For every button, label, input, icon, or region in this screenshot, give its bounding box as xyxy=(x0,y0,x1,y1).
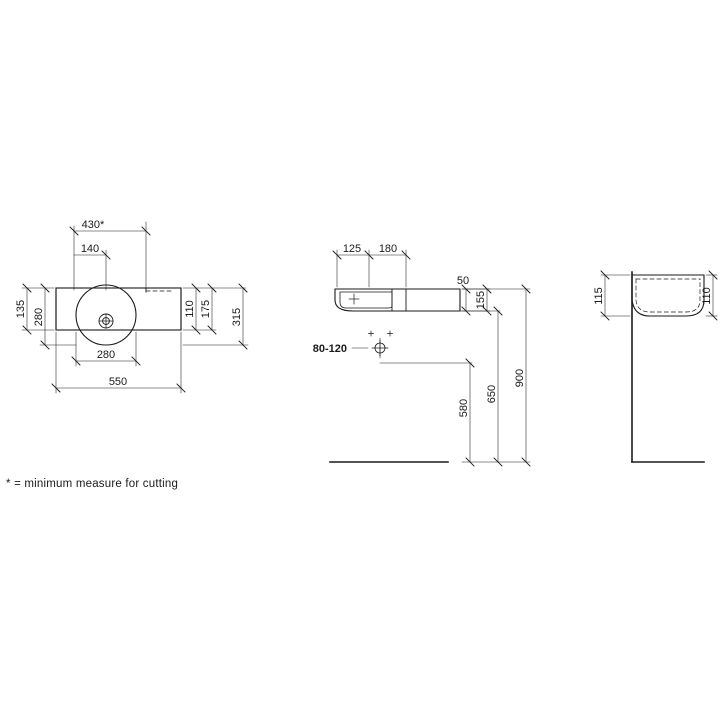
side-view-dimension-labels xyxy=(593,287,713,305)
front-view-dimension-labels xyxy=(313,243,526,417)
dim-110-top: 110 xyxy=(184,300,196,318)
front-view-arrow-ticks xyxy=(333,251,530,466)
dim-50: 50 xyxy=(456,275,470,287)
dim-580: 580 xyxy=(458,398,470,418)
footnote: * = minimum measure for cutting xyxy=(6,478,179,490)
dim-280-h: 280 xyxy=(96,349,116,361)
dim-110-side: 110 xyxy=(701,287,713,305)
top-view-geometry xyxy=(56,285,181,345)
dim-125: 125 xyxy=(342,243,362,255)
side-view-dimension-lines xyxy=(601,275,717,316)
dim-180: 180 xyxy=(378,243,398,255)
front-view-geometry xyxy=(330,289,460,462)
dim-315: 315 xyxy=(231,307,243,327)
dim-175: 175 xyxy=(200,299,212,319)
dim-280-v: 280 xyxy=(33,307,45,327)
dim-135: 135 xyxy=(15,299,27,319)
dim-140: 140 xyxy=(80,243,100,255)
dim-115: 115 xyxy=(593,287,605,305)
dim-430: 430* xyxy=(81,219,105,231)
dim-155: 155 xyxy=(475,290,487,310)
dim-80-120: 80-120 xyxy=(312,343,347,355)
side-view-geometry xyxy=(632,272,704,462)
front-view-dimension-lines xyxy=(337,250,530,462)
dim-900: 900 xyxy=(514,368,526,388)
dim-650: 650 xyxy=(486,384,498,404)
dim-550: 550 xyxy=(108,376,128,388)
top-view-dimension-labels xyxy=(15,219,243,388)
